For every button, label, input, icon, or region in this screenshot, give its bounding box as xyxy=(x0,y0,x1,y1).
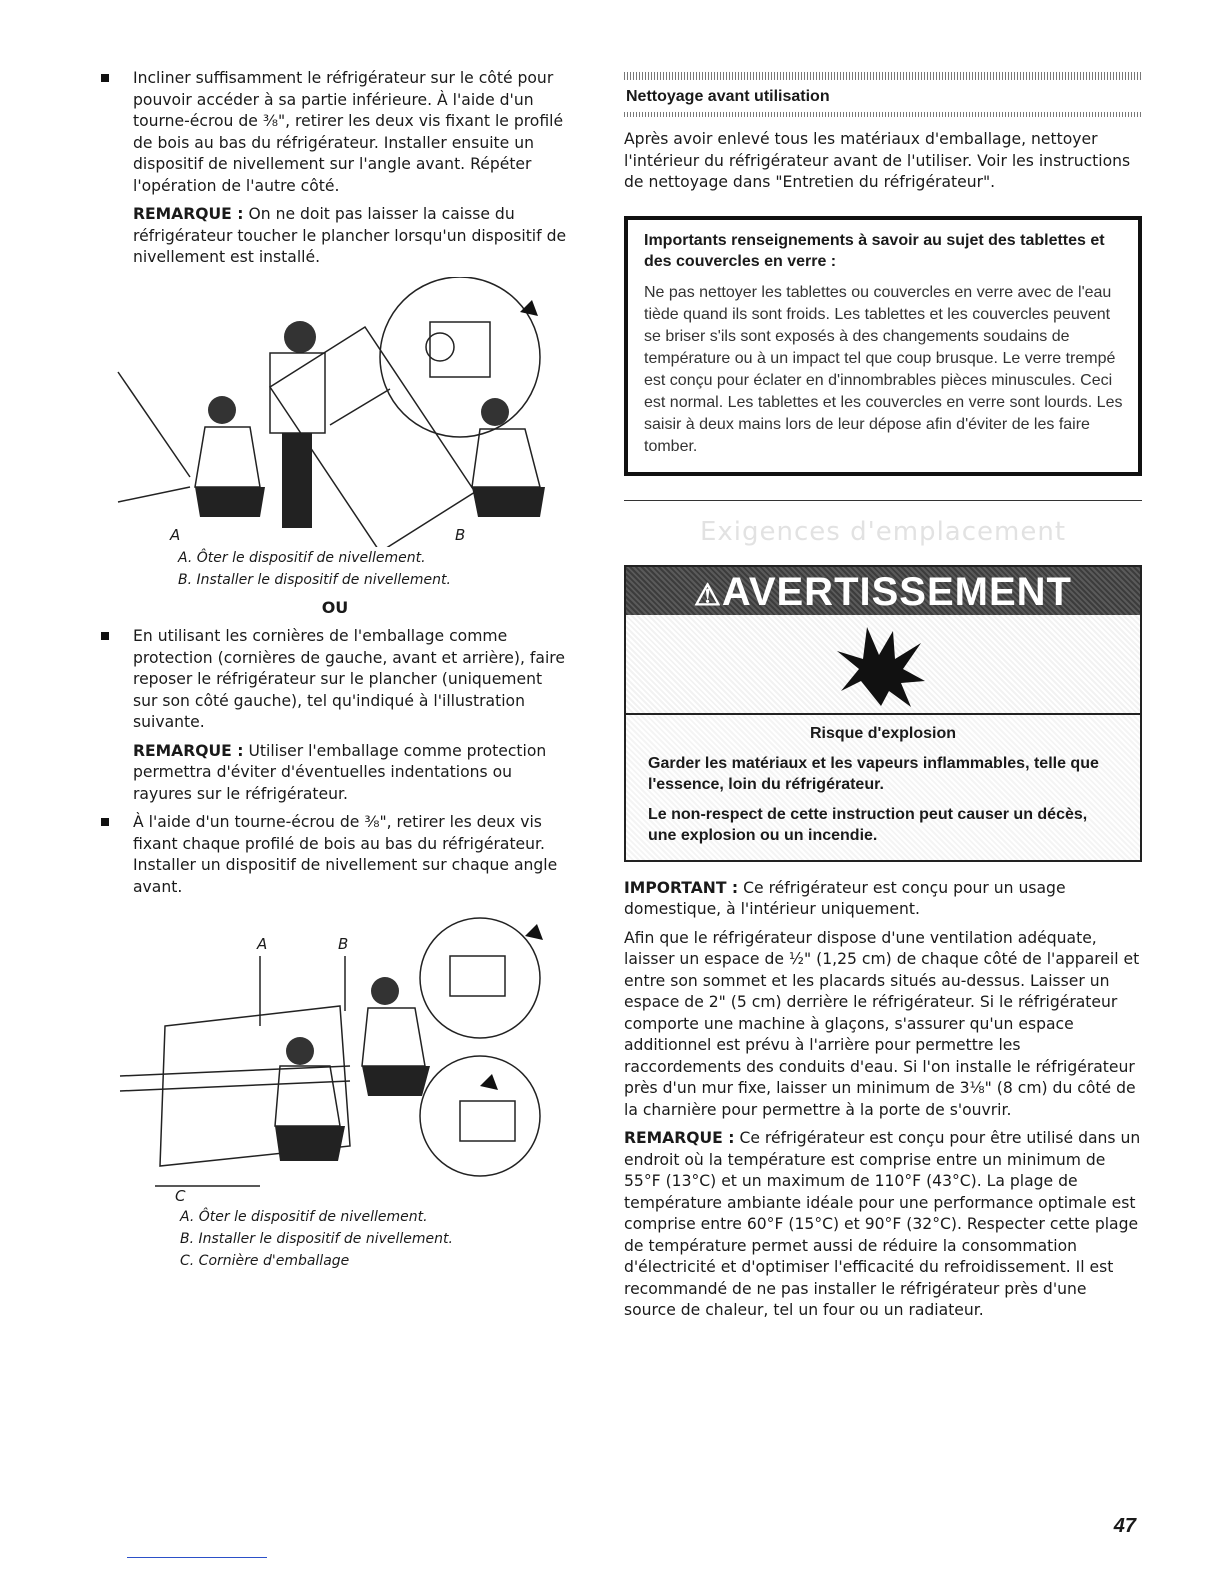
rotate-arrow-bottom-icon xyxy=(480,1074,498,1090)
note-3 xyxy=(624,1128,1142,1322)
section-title-cleaning: Nettoyage avant utilisation xyxy=(626,88,830,105)
warning-header-text: AVERTISSEMENT xyxy=(721,569,1072,614)
instruction-bullet-1: Incliner suffisamment le réfrigérateur sur le côté pour pouvoir accéder à sa partie inférieure. À l'aide d'un tourne-écrou de ³⁄₈", retirer les deux vis fixant le profilé de bois au bas du réfrigérateur. Installer ensuite un dispositif de nivellement sur l'angle avant. Répéter l'opération de l'autre côté. xyxy=(100,68,570,197)
left-column xyxy=(100,68,570,1272)
explosion-icon xyxy=(831,621,931,711)
rotate-arrow-top-icon xyxy=(525,924,543,940)
section-bottom-rule xyxy=(624,112,1142,117)
note-1-text: On ne doit pas laisser la caisse du réfrigérateur toucher le plancher lorsqu'un dispositif de nivellement est installé. xyxy=(133,205,567,266)
important-paragraph xyxy=(624,878,1142,921)
note-1-label: REMARQUE : xyxy=(133,205,244,223)
detail-circle-bottom xyxy=(420,1056,540,1176)
figure-2-label-c: C xyxy=(175,1187,186,1205)
figure-1 xyxy=(100,277,570,547)
figure-2-caption-c: C. Cornière d'emballage xyxy=(180,1253,350,1269)
figure-1-caption-a: A. Ôter le dispositif de nivellement. xyxy=(178,549,426,566)
warning-line-2: Le non-respect de cette instruction peut causer un décès, une explosion ou un incendie. xyxy=(648,805,1088,844)
explosion-symbol xyxy=(626,615,1140,715)
ventilation-paragraph: Afin que le réfrigérateur dispose d'une ventilation adéquate, laisser un espace de ½" (1,25 cm) de chaque côté de l'appareil et entre son sommet et les placards situés au-dessus. Laisser un espace de 2" (5 cm) derrière le réfrigérateur. Si le réfrigérateur comporte une machine à glaçons, s'assurer qu'un espace additionnel est prévu à l'arrière pour permettre les raccordements des conduits d'eau. Si l'on installe le réfrigérateur près d'un mur fixe, laisser un minimum de 3⅛" (8 cm) du côté de la charnière pour permettre à la porte de s'ouvrir. xyxy=(624,928,1140,1119)
crouching-man-front-head xyxy=(286,1037,314,1065)
figure-2-caption-a: A. Ôter le dispositif de nivellement. xyxy=(180,1209,428,1225)
warning-header xyxy=(626,567,1140,615)
glass-shelves-info-box xyxy=(624,216,1142,476)
important-label: IMPORTANT : xyxy=(624,878,739,897)
section-top-rule xyxy=(624,72,1142,80)
figure-1-caption xyxy=(100,547,570,591)
figure-1-caption-b: B. Installer le dispositif de nivellement. xyxy=(178,571,451,588)
warning-triangle-icon: ⚠ xyxy=(694,578,722,612)
crouching-man-left-head xyxy=(208,396,236,424)
info-box-title: Importants renseignements à savoir au sujet des tablettes et des couvercles en verre : xyxy=(644,231,1105,270)
figure-2-caption xyxy=(100,1206,570,1272)
note-1 xyxy=(100,204,570,269)
note-2-text: Utiliser l'emballage comme protection permettra d'éviter d'éventuelles indentations ou rayures sur le réfrigérateur. xyxy=(133,741,547,803)
instruction-bullet-3: À l'aide d'un tourne-écrou de ³⁄₈", retirer les deux vis fixant chaque profilé de bois au bas du réfrigérateur. Installer un dispositif de nivellement sur chaque angle avant. xyxy=(100,812,570,898)
figure-1-label-a: A xyxy=(170,525,181,544)
figure-1-label-b: B xyxy=(455,525,466,544)
warning-body xyxy=(626,715,1140,860)
crouching-man-right-head xyxy=(481,398,509,426)
page-number: 47 xyxy=(1113,1515,1136,1537)
note-3-label: REMARQUE : xyxy=(624,1129,735,1147)
cleaning-paragraph: Après avoir enlevé tous les matériaux d'emballage, nettoyer l'intérieur du réfrigérateur avant de l'utiliser. Voir les instructions de nettoyage dans "Entretien du réfrigérateur". xyxy=(624,130,1131,191)
figure-2-label-b: B xyxy=(338,935,349,953)
figure-2 xyxy=(100,916,570,1206)
detail-magnifier-circle xyxy=(380,277,540,437)
instruction-bullet-2: En utilisant les cornières de l'emballage comme protection (cornières de gauche, avant et arrière), faire reposer le réfrigérateur sur le plancher (uniquement sur son côté gauche), tel qu'indiqué à l'illustration suivante. xyxy=(100,626,570,734)
or-separator: OU xyxy=(321,597,349,617)
location-text xyxy=(624,878,1142,1322)
divider-rule xyxy=(624,500,1142,501)
heading-location-requirements: Exigences d'emplacement xyxy=(699,516,1067,547)
figure-2-label-a: A xyxy=(257,935,268,953)
detail-circle-top xyxy=(420,918,540,1038)
warning-box xyxy=(624,565,1142,862)
figure-2-caption-b: B. Installer le dispositif de nivellement. xyxy=(180,1231,453,1247)
note-2 xyxy=(100,741,570,806)
figure-1-illustration xyxy=(100,277,570,547)
warning-risk-title: Risque d'explosion xyxy=(809,724,957,742)
important-text: Ce réfrigérateur est conçu pour un usage domestique, à l'intérieur uniquement. xyxy=(624,878,1066,918)
info-box-text: Ne pas nettoyer les tablettes ou couvercles en verre avec de l'eau tiède quand ils sont froids. Les tablettes et les couvercles peuvent se briser s'ils sont exposés à des changements soudains de température ou à un impact tel que coup brusque. Le verre trempé est conçu pour éclater en d'innombrables pièces minuscules. Ceci est normal. Les tablettes et les couvercles en verre sont lourds. Les saisir à deux mains lors de leur dépose afin d'éviter de les faire tomber. xyxy=(644,283,1123,455)
right-column xyxy=(624,72,1142,1329)
note-3-text: Ce réfrigérateur est conçu pour être utilisé dans un endroit où la température est comprise entre un minimum de 55°F (13°C) et un maximum de 110°F (43°C). La plage de température ambiante idéale pour une performance optimale est comprise entre 60°F (15°C) et 90°F (32°C). Respecter cette plage de température permet aussi de réduire la consommation d'électricité et d'optimiser l'efficacité du refroidissement. Il est recommandé de ne pas installer le réfrigérateur près d'une source de chaleur, tel un four ou un radiateur. xyxy=(624,1129,1141,1319)
note-2-label: REMARQUE : xyxy=(133,741,244,760)
standing-man-head xyxy=(284,321,316,353)
figure-2-illustration xyxy=(100,916,570,1206)
footer-line xyxy=(127,1557,267,1558)
crouching-man-back-head xyxy=(371,977,399,1005)
warning-line-1: Garder les matériaux et les vapeurs inflammables, telle que l'essence, loin du réfrigérateur. xyxy=(648,754,1099,793)
